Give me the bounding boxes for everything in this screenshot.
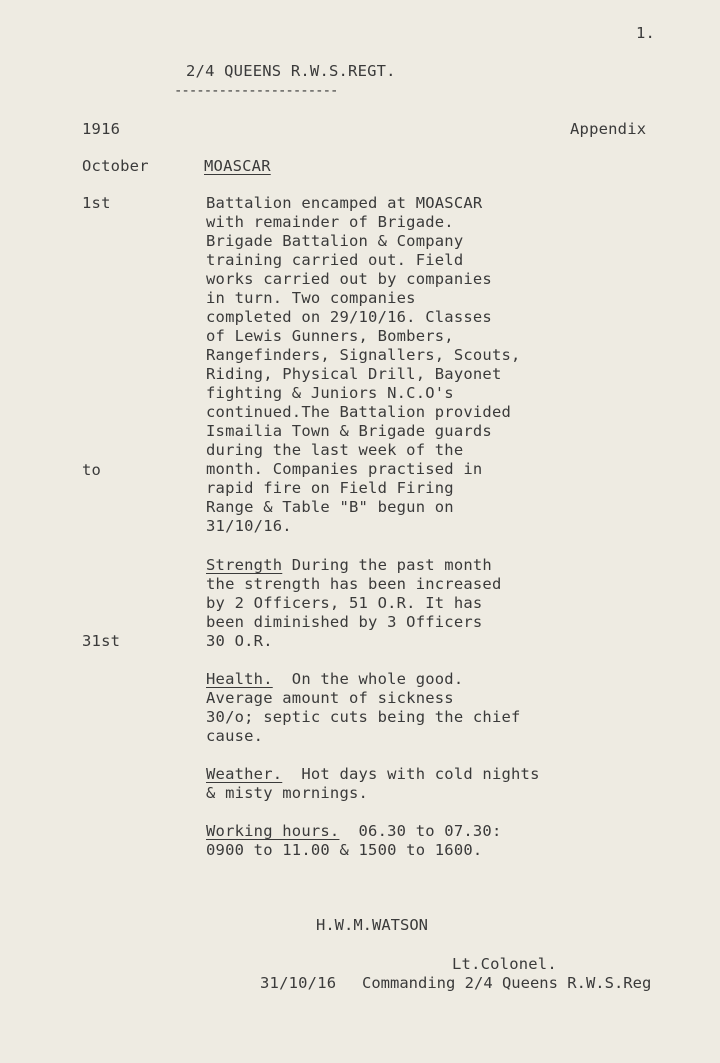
narrative-line: Riding, Physical Drill, Bayonet: [206, 365, 502, 383]
strength-first-line: [206, 556, 492, 575]
narrative-line: rapid fire on Field Firing: [206, 479, 454, 497]
narrative-line: continued.The Battalion provided: [206, 403, 512, 421]
narrative-line: Battalion encamped at MOASCAR: [206, 194, 483, 212]
narrative-line: training carried out. Field: [206, 251, 464, 269]
working-hours-line: 0900 to 11.00 & 1500 to 1600.: [206, 841, 483, 859]
health-line: Average amount of sickness: [206, 689, 454, 707]
health-first-line: [206, 670, 463, 689]
date-to-word: to: [82, 461, 102, 479]
narrative-line: fighting & Juniors N.C.O's: [206, 384, 454, 402]
strength-line: 30 O.R.: [206, 632, 273, 650]
narrative-line: Range & Table "B" begun on: [206, 498, 454, 516]
working-hours-first-line: [206, 822, 502, 841]
strength-text: During the past month: [282, 556, 492, 574]
strength-line: the strength has been increased: [206, 575, 502, 593]
narrative-line: Ismailia Town & Brigade guards: [206, 422, 492, 440]
signature-name: H.W.M.WATSON: [316, 916, 428, 934]
working-hours-text: 06.30 to 07.30:: [339, 822, 502, 840]
health-label: Health.: [206, 670, 273, 688]
signature-rank: Lt.Colonel.: [452, 955, 557, 973]
working-hours-label: Working hours.: [206, 822, 340, 840]
strength-line: by 2 Officers, 51 O.R. It has: [206, 594, 483, 612]
place-heading: MOASCAR: [204, 157, 271, 175]
strength-label: Strength: [206, 556, 283, 574]
date-from: 1st: [82, 194, 111, 212]
narrative-line: Brigade Battalion & Company: [206, 232, 464, 250]
narrative-line: works carried out by companies: [206, 270, 492, 288]
narrative-line: Rangefinders, Signallers, Scouts,: [206, 346, 521, 364]
health-line: 30/o; septic cuts being the chief: [206, 708, 521, 726]
health-text: On the whole good.: [272, 670, 464, 688]
signature-command: Commanding 2/4 Queens R.W.S.Reg: [362, 974, 652, 992]
narrative-line: in turn. Two companies: [206, 289, 416, 307]
page-number: 1.: [636, 24, 656, 42]
narrative-line: of Lewis Gunners, Bombers,: [206, 327, 454, 345]
strength-line: been diminished by 3 Officers: [206, 613, 483, 631]
narrative-line: completed on 29/10/16. Classes: [206, 308, 492, 326]
year: 1916: [82, 120, 121, 138]
narrative-line: month. Companies practised in: [206, 460, 483, 478]
narrative-line: during the last week of the: [206, 441, 464, 459]
signature-date: 31/10/16: [260, 974, 337, 992]
appendix-label: Appendix: [570, 120, 647, 138]
weather-line: & misty mornings.: [206, 784, 369, 802]
narrative-line: 31/10/16.: [206, 517, 292, 535]
month: October: [82, 157, 149, 175]
weather-text: Hot days with cold nights: [282, 765, 540, 783]
narrative-line: with remainder of Brigade.: [206, 213, 454, 231]
heading-rule: ----------------------: [174, 83, 338, 99]
weather-first-line: [206, 765, 540, 784]
health-line: cause.: [206, 727, 264, 745]
page-heading: 2/4 QUEENS R.W.S.REGT.: [186, 62, 396, 80]
weather-label: Weather.: [206, 765, 283, 783]
date-to: 31st: [82, 632, 121, 650]
